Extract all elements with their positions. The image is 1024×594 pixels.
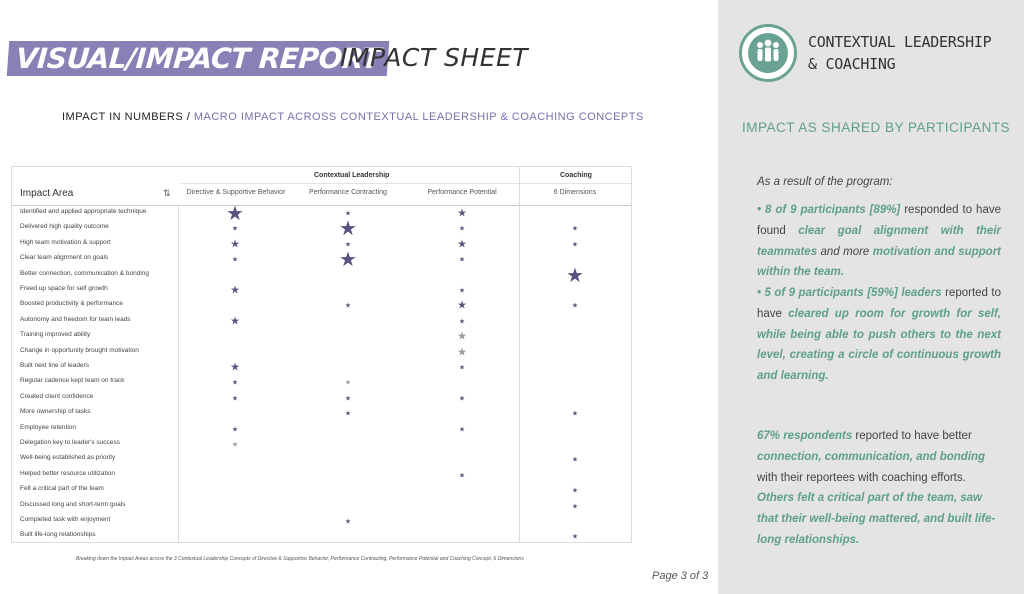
- table-row-label: Delivered high quality outcome: [20, 223, 109, 231]
- table-row-label: Helped better resource utilization: [20, 469, 116, 477]
- table-row-label: Built next line of leaders: [20, 362, 90, 369]
- table-row-label: High team motivation & support: [20, 238, 111, 246]
- label-column-divider: [178, 205, 179, 543]
- star-icon: ★: [458, 395, 466, 403]
- brand-name: [808, 31, 991, 75]
- star-icon: ★: [231, 379, 239, 387]
- table-row-label: Boosted productivity & performance: [20, 300, 123, 308]
- report-title-highlight: VISUAL/IMPACT REPORT: [7, 41, 390, 76]
- star-icon: ★: [230, 361, 240, 374]
- star-icon: ★: [231, 395, 239, 403]
- star-icon: ★: [344, 379, 352, 387]
- page-number: Page 3 of 3: [652, 570, 709, 582]
- header-divider: [12, 205, 631, 206]
- star-icon: ★: [458, 426, 466, 434]
- table-row-label: Completed task with enjoyment: [20, 516, 111, 523]
- stat-59: • 5 of 9 participants [59%] leaders: [757, 287, 942, 299]
- star-icon: ★: [458, 225, 466, 233]
- column-header-directive: Directive & Supportive Behavior: [186, 189, 286, 196]
- table-row-label: Identified and applied appropriate technique: [20, 208, 147, 215]
- table-row-label: Autonomy and freedom for team leads: [20, 315, 131, 323]
- star-icon: ★: [571, 487, 579, 495]
- star-icon: ★: [230, 238, 240, 251]
- star-icon: ★: [566, 264, 584, 287]
- subhead-accent: MACRO IMPACT ACROSS CONTEXTUAL LEADERSHIP & COACHING CONCEPTS: [193, 111, 644, 123]
- star-icon: ★: [458, 256, 466, 264]
- table-row-label: Felt a critical part of the team: [20, 485, 104, 493]
- p3-text-d: with their reportees with coaching efforts.: [757, 471, 966, 484]
- p1-text-b: responded to have found: [757, 204, 1001, 237]
- table-caption: Breaking down the Impact Areas across the 3 Contextual Leadership Concepts of Directive & Supportive Behavior, Performance Contracting, Performance Potential and Coaching Concept, 6 Dimensions: [76, 556, 524, 562]
- star-icon: ★: [571, 302, 579, 310]
- star-icon: ★: [458, 472, 466, 480]
- star-icon: ★: [344, 395, 352, 403]
- star-icon: ★: [231, 225, 239, 233]
- star-icon: ★: [458, 318, 466, 326]
- star-icon: ★: [458, 287, 466, 295]
- sidebar-heading: IMPACT AS SHARED BY PARTICIPANTS: [742, 120, 1011, 135]
- group-header-contextual: Contextual Leadership: [314, 172, 390, 179]
- star-icon: ★: [344, 241, 352, 249]
- star-icon: ★: [231, 256, 239, 264]
- star-icon: ★: [226, 203, 244, 225]
- star-icon: ★: [231, 441, 239, 449]
- table-row-label: Built life-long relationships: [20, 531, 96, 539]
- section-subheading: [62, 111, 644, 123]
- impact-table: [11, 166, 632, 543]
- star-icon: ★: [457, 207, 467, 220]
- star-icon: ★: [344, 518, 352, 526]
- p3-text-b: reported to have better: [852, 430, 972, 442]
- table-row-label: Regular cadence kept team on track: [20, 377, 125, 385]
- star-icon: ★: [344, 210, 352, 218]
- brand-line-2: & COACHING: [808, 55, 896, 73]
- participants-paragraph-2: [757, 283, 1001, 387]
- star-icon: ★: [230, 315, 240, 328]
- stat-89: • 8 of 9 participants [89%]: [757, 204, 901, 216]
- participants-paragraph-3: [757, 426, 1001, 551]
- p1-highlight-c: clear goal alignment with their teammates: [757, 224, 1001, 258]
- column-header-dimensions: 6 Dimensions: [553, 189, 597, 196]
- table-row-label: Better connection, communication & bonding: [20, 269, 149, 277]
- brand-line-1: CONTEXTUAL LEADERSHIP: [808, 33, 992, 51]
- star-icon: ★: [571, 410, 579, 418]
- p2-highlight-c: cleared up room for growth for self, while being able to push others to the next level, creating a circle of continuous growth and learning.: [757, 307, 1001, 383]
- star-icon: ★: [458, 364, 466, 372]
- star-icon: ★: [339, 249, 357, 272]
- star-icon: ★: [457, 238, 467, 251]
- group-header-coaching: Coaching: [560, 172, 592, 179]
- star-icon: ★: [230, 284, 240, 297]
- table-row-label: Freed up space for self growth: [20, 285, 108, 292]
- star-icon: ★: [571, 456, 579, 464]
- p3-highlight-e: Others felt a critical part of the team, saw that their well-being mattered, and built life-long relationships.: [757, 492, 996, 546]
- table-row-label: Employee retention: [20, 423, 77, 431]
- table-row-label: Well-being established as priority: [20, 454, 116, 462]
- star-icon: ★: [457, 346, 467, 359]
- column-header-contracting: Performance Contracting: [309, 189, 387, 196]
- column-header-potential: Performance Potential: [427, 189, 497, 196]
- table-row-label: Training improved ability: [20, 331, 91, 339]
- p3-highlight-c: connection, communication, and bonding: [757, 450, 986, 463]
- table-row-label: Change in opportunity brought motivation: [20, 346, 139, 354]
- star-icon: ★: [344, 410, 352, 418]
- sort-icon[interactable]: ⇅: [163, 188, 171, 198]
- table-row-label: Created client confidence: [20, 392, 94, 400]
- star-icon: ★: [457, 299, 467, 312]
- participants-paragraph-1: [757, 200, 1001, 283]
- coaching-column-divider: [519, 167, 520, 543]
- table-row-label: More ownership of tasks: [20, 408, 91, 416]
- p1-highlight-e: motivation and support within the team.: [757, 245, 1001, 279]
- p1-text-d: and more: [817, 245, 873, 258]
- p2-text-b: reported to have: [757, 287, 1001, 320]
- table-row-label: Delegation key to leader's success: [20, 439, 120, 446]
- impact-area-header: Impact Area: [20, 188, 74, 199]
- team-logo-icon: [739, 24, 797, 82]
- stat-67: 67% respondents: [757, 430, 853, 442]
- subhead-prefix: IMPACT IN NUMBERS /: [62, 111, 194, 123]
- star-icon: ★: [231, 426, 239, 434]
- star-icon: ★: [571, 503, 579, 511]
- star-icon: ★: [571, 533, 579, 541]
- group-divider: [180, 183, 631, 184]
- table-row-label: Discussed long and short-term goals: [20, 500, 126, 508]
- intro-text: As a result of the program:: [757, 176, 893, 188]
- star-icon: ★: [571, 225, 579, 233]
- star-icon: ★: [457, 330, 467, 343]
- star-icon: ★: [571, 241, 579, 249]
- report-title-rest: IMPACT SHEET: [340, 43, 529, 72]
- table-row-label: Clear team alignment on goals: [20, 254, 109, 262]
- sidebar-intro: [757, 172, 1001, 193]
- star-icon: ★: [339, 218, 357, 241]
- star-icon: ★: [344, 302, 352, 310]
